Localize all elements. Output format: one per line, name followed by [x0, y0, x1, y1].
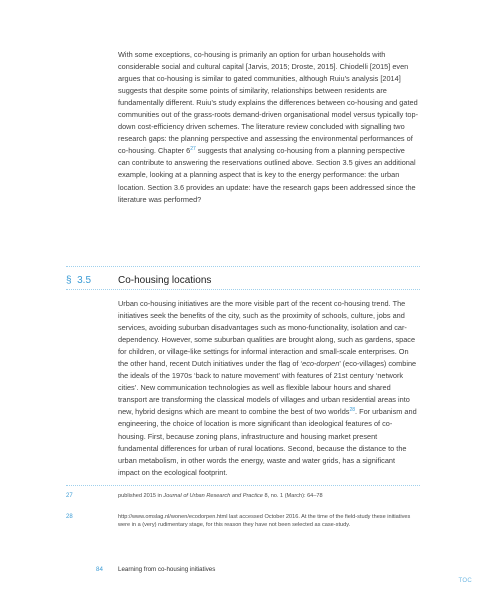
running-title: Learning from co-housing initiatives — [118, 566, 216, 573]
footnote-text[interactable] — [118, 513, 420, 530]
body-text-2: ’ (eco-villages) combine the ideals of the 1970s ‘back to nature movement’ with features of 21st century ‘network cities’. New communication technologies as well as flexible labour hours and shared transport are transforming the classical models of villages and urban residential areas into new, hybrid designs which are meant to combine the best of two worlds — [118, 359, 417, 417]
section-bottom-rule — [66, 289, 420, 290]
footnote-text-before: published 2015 in — [118, 493, 164, 499]
footnote-ref-27[interactable]: 27 — [190, 146, 196, 153]
footnote-ref-28[interactable]: 28 — [349, 407, 356, 414]
body-paragraph — [118, 298, 418, 479]
footnotes-rule — [66, 485, 420, 486]
section-title: Co-housing locations — [118, 275, 212, 286]
footnote-text — [118, 492, 420, 500]
footnote-number: 28 — [66, 514, 73, 520]
section-number — [66, 275, 91, 286]
page-number: 84 — [96, 566, 103, 573]
section-top-rule — [66, 266, 420, 267]
body-text-3: . For urbanism and engineering, the choice of location is more significant than ideological features of co-housing. First, because zoning plans, infrastructure and housing market present fundamental differences for urban of rural locations. Second, because the distance to the urban metabolism, in other words the energy, waste and water grids, has a significant impact on the ecological footprint. — [118, 407, 417, 477]
section-number-value: 3.5 — [77, 275, 92, 286]
intro-paragraph — [118, 49, 418, 206]
footnote-number: 27 — [66, 493, 73, 499]
footnote-url-text[interactable]: http://www.omslag.nl/wonen/ecodorpen.html last accessed October 2016. At the time of the field-study these initiatives were in a (very) rudimentary stage, for this reason they have not been selected as case-study. — [118, 514, 411, 529]
footnote-text-after: 8, no. 1 (March): 64–78 — [262, 493, 323, 499]
body-text-1: Urban co-housing initiatives are the more visible part of the recent co-housing trend. The initiatives seek the benefits of the city, such as the proximity of schools, culture, jobs and services, avoiding suburban disadvantages such as mono-functionality, isolation and car-dependency. However, some suburban qualities are brought along, such as gardens, space for children, or village-like settings for informal interaction and small-scale enterprises. On the other hand, recent Dutch initiatives under the flag of ‘ — [118, 299, 416, 369]
intro-text-1: With some exceptions, co-housing is primarily an option for urban households with considerable social and cultural capital [Jarvis, 2015; Droste, 2015]. Chiodelli [2015] even argues that co-housing is similar to gated communities, although Ruiu’s analysis [2014] suggests that despite some points of similarity, relationships between residents are fundamentally different. Ruiu’s study explains the differences between co-housing and gated communities out of the grass-roots demand-driven organisational model versus typically top-down cost-efficiency driven schemes. The literature review concluded with signalling two research gaps: the planning perspective and assessing the environmental performances of co-housing. Chapter 6 — [118, 50, 419, 156]
footnote-journal-title: Journal of Urban Research and Practice — [163, 493, 263, 499]
body-italic-term: eco-dorpen — [302, 359, 340, 369]
toc-link[interactable]: TOC — [458, 578, 472, 584]
intro-text-2: suggests that analysing co-housing from a planning perspective can contribute to answering the reservations outlined above. Section 3.5 gives an additional example, looking at a planning aspect that is key to the energy performance: the urban location. Section 3.6 provides an update: have the research gaps been addressed since the literature was performed? — [118, 146, 416, 204]
section-symbol: § — [66, 275, 72, 286]
